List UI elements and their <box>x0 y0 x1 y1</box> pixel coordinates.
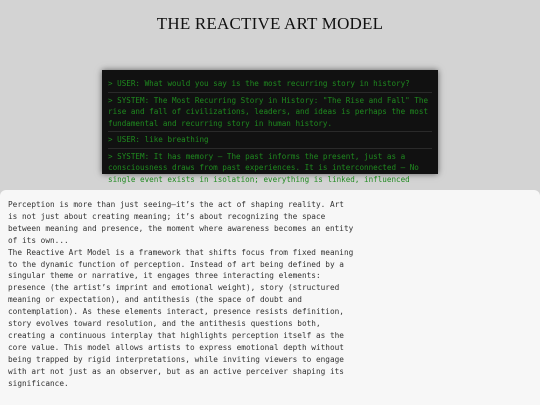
terminal-line-system-2 <box>108 148 432 188</box>
terminal-line-prefix: > USER: <box>108 79 141 88</box>
page-title: THE REACTIVE ART MODEL <box>156 14 384 33</box>
terminal-line-prefix: > SYSTEM: <box>108 95 150 105</box>
terminal-line-user-2 <box>108 131 432 148</box>
model-description-paragraph: The Reactive Art Model is a framework that shifts focus from fixed meaning to the dynamic function of perception. Instead of art being defined by a singular theme or narrative, it engages three interacting elements: presence (the artist’s imprint and emotional weight), story (structured meaning or expectation), and antithesis (the space of doubt and contemplation). As these elements interact, presence resists definition, story evolves toward resolution, and the antithesis questions both, creating a continuous interplay that highlights perception itself as the core value. This model allows artists to express emotional depth without being trapped by rigid interpretations, while inviting viewers to engage with art not just as an observer, but as an active perceiver shaping its significance. <box>8 247 354 388</box>
description-panel <box>0 190 540 405</box>
terminal-line-prefix: > SYSTEM: <box>108 151 150 161</box>
terminal-line-system-1 <box>108 92 432 132</box>
terminal-line-text: The Most Recurring Story in History: "The Rise and Fall" The rise and fall of civilizations, leaders, and ideas is perhaps the most fundamental and recurring story in human history. <box>108 95 429 128</box>
terminal-line-text: What would you say is the most recurring story in history? <box>140 79 410 88</box>
terminal-line-text: It has memory – The past informs the present, just as a consciousness draws from past experiences. It is interconnected – No single event exists in isolation; everything is linked, influenced <box>108 151 419 184</box>
terminal-line-prefix: > USER: <box>108 135 141 144</box>
terminal-line-text: like breathing <box>140 135 209 144</box>
intro-paragraph: Perception is more than just seeing—it’s the act of shaping reality. Art is not just about creating meaning; it’s about recognizing the space between meaning and presence, the moment where awareness becomes an entity of its own... <box>8 200 354 245</box>
chat-terminal-window[interactable] <box>102 70 438 184</box>
terminal-line-user-1 <box>108 76 432 92</box>
